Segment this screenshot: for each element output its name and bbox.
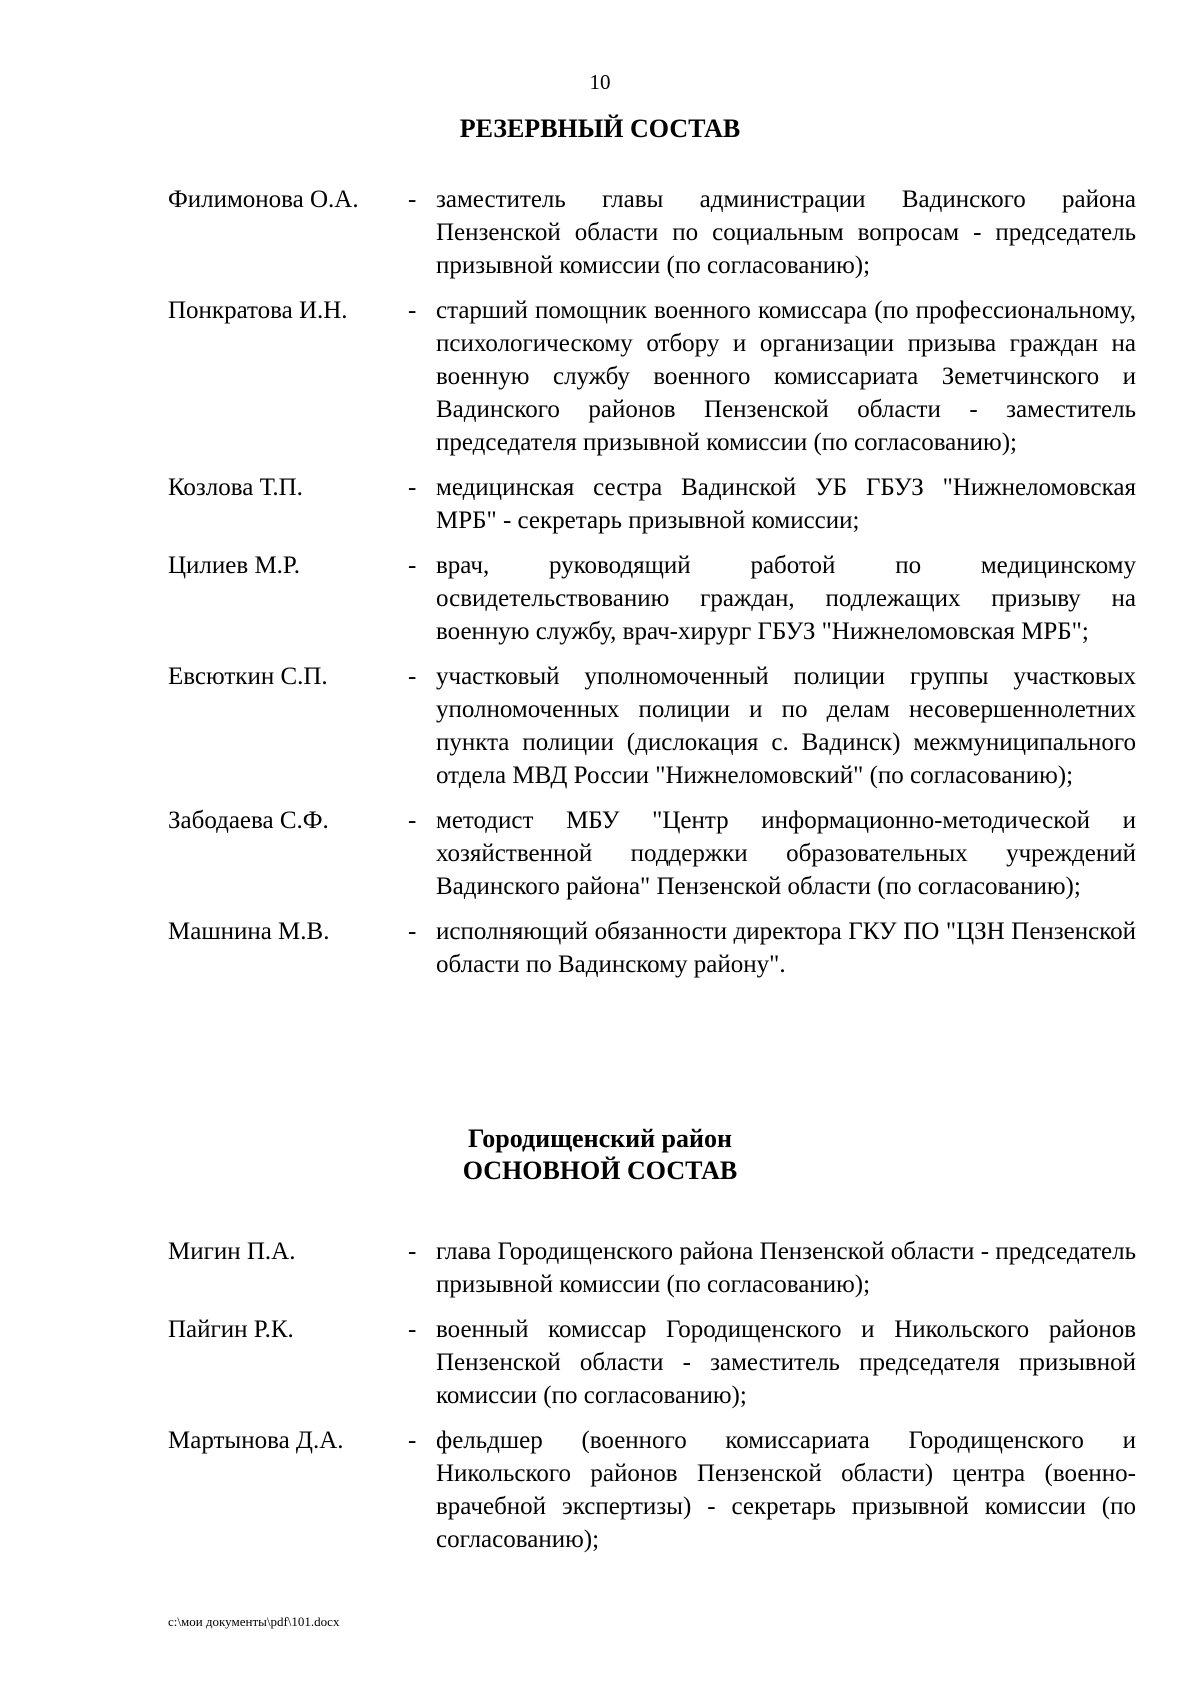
member-entry (168, 1313, 1136, 1412)
district-heading: Городищенский район (468, 1124, 732, 1153)
file-path-footer: c:\мои документы\pdf\101.docx (168, 1614, 340, 1629)
member-entry (168, 1235, 1136, 1301)
member-dash: - (408, 552, 417, 579)
member-role: исполняющий обязанности директора ГКУ ПО "ЦЗН Пензенской области по Вадинскому району". (436, 918, 1136, 978)
member-name: Машнина М.В. (168, 918, 330, 945)
member-name: Забодаева С.Ф. (168, 807, 329, 834)
member-name: Понкратова И.Н. (168, 297, 348, 324)
member-dash: - (408, 918, 417, 945)
member-role: глава Городищенского района Пензенской области - председатель призывной комиссии (по согласованию); (436, 1238, 1136, 1298)
member-entry (168, 804, 1136, 903)
member-role: военный комиссар Городищенского и Никольского районов Пензенской области - заместитель председателя призывной комиссии (по согласованию); (436, 1316, 1136, 1409)
member-name: Мигин П.А. (168, 1238, 296, 1265)
member-entry (168, 183, 1136, 282)
member-name: Филимонова О.А. (168, 186, 359, 213)
member-name: Пайгин Р.К. (168, 1316, 294, 1343)
reserve-members-list (168, 183, 1136, 981)
member-entry (168, 660, 1136, 792)
member-dash: - (408, 1316, 417, 1343)
main-members-list (168, 1235, 1136, 1556)
member-role: медицинская сестра Вадинской УБ ГБУЗ "Нижнеломовская МРБ" - секретарь призывной комиссии; (436, 474, 1136, 534)
member-dash: - (408, 807, 417, 834)
member-name: Мартынова Д.А. (168, 1427, 344, 1454)
member-entry (168, 1424, 1136, 1556)
reserve-composition-heading: РЕЗЕРВНЫЙ СОСТАВ (459, 114, 741, 143)
member-entry (168, 915, 1136, 981)
member-role: участковый уполномоченный полиции группы участковых уполномоченных полиции и по делам несовершеннолетних пункта полиции (дислокация с. Вадинск) межмуниципального отдела МВД России "Нижнеломовский" (по согласованию); (436, 663, 1136, 789)
member-entry (168, 471, 1136, 537)
main-composition-heading: ОСНОВНОЙ СОСТАВ (462, 1156, 738, 1185)
member-dash: - (408, 474, 417, 501)
member-dash: - (408, 297, 417, 324)
member-dash: - (408, 663, 417, 690)
page-number: 10 (589, 70, 611, 94)
member-name: Евсюткин С.П. (168, 663, 328, 690)
member-entry (168, 294, 1136, 459)
member-name: Козлова Т.П. (168, 474, 303, 501)
member-role: врач, руководящий работой по медицинскому освидетельствованию граждан, подлежащих призыву на военную службу, врач-хирург ГБУЗ "Нижнеломовская МРБ"; (436, 552, 1136, 645)
member-dash: - (408, 1427, 417, 1454)
member-entry (168, 549, 1136, 648)
member-dash: - (408, 1238, 417, 1265)
member-role: заместитель главы администрации Вадинского района Пензенской области по социальным вопросам - председатель призывной комиссии (по согласованию); (436, 186, 1136, 279)
member-name: Цилиев М.Р. (168, 552, 300, 579)
member-role: фельдшер (военного комиссариата Городищенского и Никольского районов Пензенской области) центра (военно-врачебной экспертизы) - секретарь призывной комиссии (по согласованию); (436, 1427, 1136, 1553)
member-dash: - (408, 186, 417, 213)
member-role: методист МБУ "Центр информационно-методической и хозяйственной поддержки образовательных учреждений Вадинского района" Пензенской области (по согласованию); (436, 807, 1136, 900)
member-role: старший помощник военного комиссара (по профессиональному, психологическому отбору и организации призыва граждан на военную службу военного комиссариата Земетчинского и Вадинского районов Пензенской области - заместитель председателя призывной комиссии (по согласованию); (436, 297, 1136, 456)
